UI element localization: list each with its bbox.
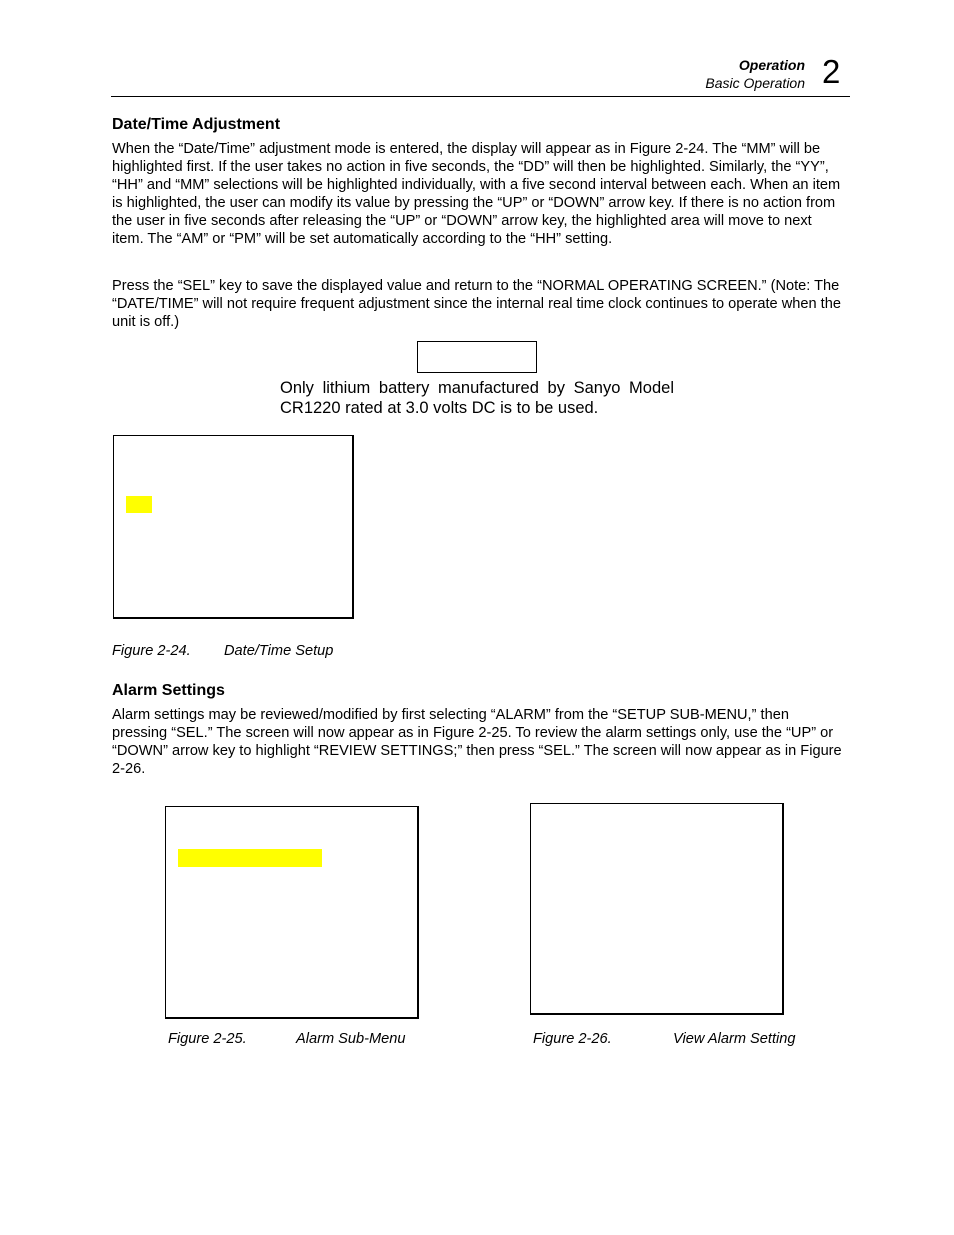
datetime-paragraph-1: When the “Date/Time” adjustment mode is entered, the display will appear as in Figure 2-24. The “MM” will be highlighted first. If the user takes no action in five seconds, the “DD” will then be highlighted. Similarly, the “YY”, “HH” and “MM” selections will be highlighted individually, with a five second interval between each. When an item is highlighted, the user can modify its value by pressing the “UP” or “DOWN” arrow key. If there is no action from the user in five seconds after releasing the “UP” or “DOWN” arrow key, the highlighted area will move to next item. The “AM” or “PM” will be set automatically according to the “HH” setting. (112, 141, 841, 247)
battery-note: Only lithium battery manufactured by Sanyo Model CR1220 rated at 3.0 volts DC is to be used. (280, 379, 674, 417)
highlighted-menu-item (178, 849, 322, 867)
running-header-section: Basic Operation (705, 75, 805, 91)
figure-2-26-number: Figure 2-26. (533, 1031, 612, 1047)
running-header-chapter: Operation (738, 57, 805, 73)
figure-2-24-title: Date/Time Setup (224, 643, 334, 659)
alarm-paragraph: Alarm settings may be reviewed/modified by first selecting “ALARM” from the “SETUP SUB-MENU,” then pressing “SEL.” The screen will now appear as in Figure 2-25. To review the alarm settings only, use the “UP” or “DOWN” arrow key to highlight “REVIEW SETTINGS;” then press “SEL.” The screen will now appear as in Figure 2-26. (112, 707, 842, 777)
figure-2-25-title: Alarm Sub-Menu (296, 1031, 406, 1047)
datetime-paragraph-2: Press the “SEL” key to save the displayed value and return to the “NORMAL OPERATING SCREEN.” (Note: The “DATE/TIME” will not require frequent adjustment since the internal real time clock continues to operate when the unit is off.) (112, 278, 841, 330)
chapter-number: 2 (822, 53, 841, 90)
figure-2-25-screen (165, 806, 419, 1019)
figure-2-26-title: View Alarm Setting (673, 1031, 796, 1047)
figure-2-24-number: Figure 2-24. (112, 643, 191, 659)
figure-2-25-number: Figure 2-25. (168, 1031, 247, 1047)
header-rule (111, 96, 850, 97)
figure-2-24-screen (113, 435, 354, 619)
figure-2-26-screen (530, 803, 784, 1015)
highlighted-field (126, 496, 152, 513)
alarm-heading: Alarm Settings (112, 682, 225, 699)
note-label-box (417, 341, 537, 373)
datetime-heading: Date/Time Adjustment (112, 116, 281, 133)
